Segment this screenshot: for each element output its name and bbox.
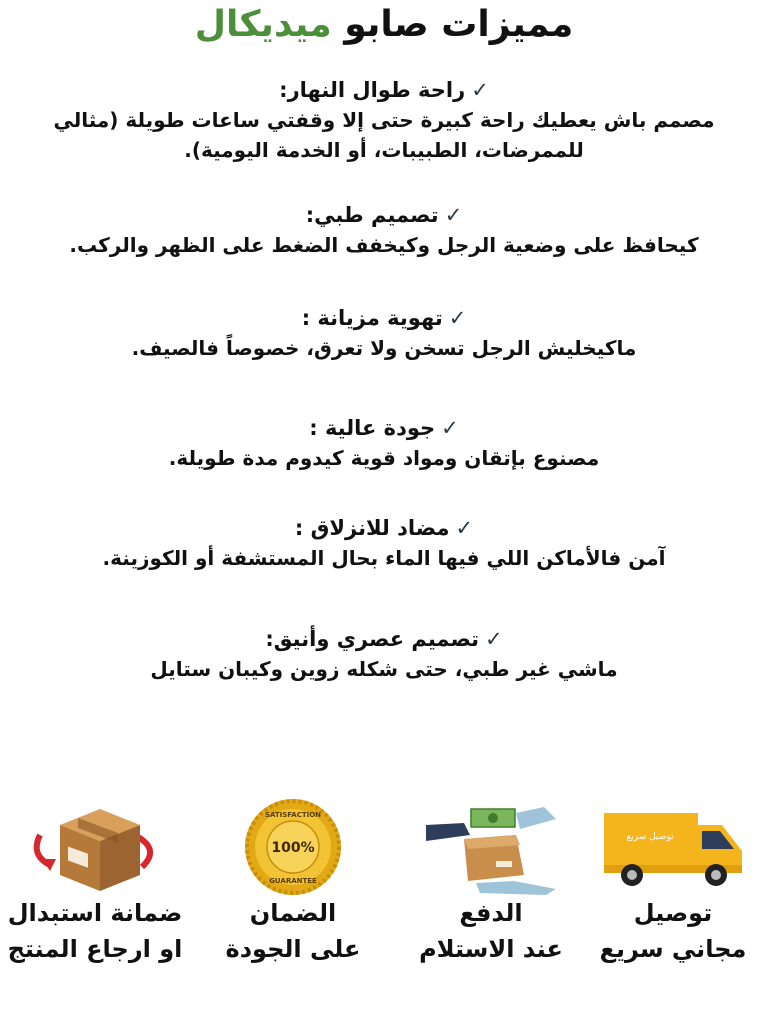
feature-description: ماكيخليش الرجل تسخن ولا تعرق، خصوصاً فالصيف. <box>131 336 637 360</box>
badge-line-1: توصيل <box>633 899 713 927</box>
feature-heading: جودة عالية : <box>309 416 436 440</box>
title-part-2: ميديكال <box>194 4 332 45</box>
badge-return-guarantee <box>0 795 190 995</box>
badge-line-1: الضمان <box>249 899 337 927</box>
cash-on-delivery-icon <box>416 795 566 895</box>
feature-heading-row <box>0 413 768 443</box>
van-label: توصيل سريع <box>626 832 674 842</box>
feature-heading-row <box>0 513 768 543</box>
satisfaction-seal-icon <box>218 795 368 895</box>
feature-medical-design <box>0 200 768 260</box>
badge-line-2: او ارجاع المنتج <box>7 935 183 963</box>
badge-line-2: مجاني سريع <box>599 935 747 963</box>
page-title <box>0 0 768 50</box>
return-box-icon <box>20 795 170 895</box>
feature-description: ماشي غير طبي، حتى شكله زوين وكيبان ستايل <box>150 657 618 681</box>
feature-heading-row <box>0 303 768 333</box>
badge-cash-on-delivery <box>396 795 586 995</box>
feature-heading: تصميم طبي: <box>305 203 439 227</box>
feature-description: كيحافظ على وضعية الرجل وكيخفف الضغط على الظهر والركب. <box>69 233 699 257</box>
feature-heading-row <box>0 200 768 230</box>
checkmark-icon: ✓ <box>441 416 459 440</box>
feature-modern-design <box>0 624 768 684</box>
feature-heading: مضاد للانزلاق : <box>294 516 450 540</box>
seal-bottom-text: GUARANTEE <box>269 877 317 885</box>
seal-percent: 100% <box>271 840 315 856</box>
badge-line-2: عند الاستلام <box>419 935 563 963</box>
delivery-van-icon <box>598 795 748 895</box>
feature-description: مصمم باش يعطيك راحة كبيرة حتى إلا وقفتي ساعات طويلة (مثالي للممرضات، الطبيبات، أو الخدمة اليومية). <box>53 108 715 162</box>
checkmark-icon: ✓ <box>485 627 503 651</box>
badge-line-1: الدفع <box>459 899 523 927</box>
feature-quality <box>0 413 768 473</box>
feature-ventilation <box>0 303 768 363</box>
badge-line-1: ضمانة استبدال <box>7 899 183 927</box>
feature-anti-slip <box>0 513 768 573</box>
feature-description: آمن فالأماكن اللي فيها الماء بحال المستشفة أو الكوزينة. <box>102 546 666 570</box>
feature-heading: تهوية مزيانة : <box>301 306 443 330</box>
feature-heading: راحة طوال النهار: <box>279 78 466 102</box>
feature-comfort <box>0 75 768 165</box>
feature-heading-row <box>0 624 768 654</box>
seal-top-text: SATISFACTION <box>264 811 322 819</box>
checkmark-icon: ✓ <box>471 78 489 102</box>
checkmark-icon: ✓ <box>448 306 467 330</box>
badge-free-delivery <box>578 795 768 995</box>
checkmark-icon: ✓ <box>444 203 463 227</box>
badge-quality-guarantee <box>198 795 388 995</box>
feature-heading: تصميم عصري وأنيق: <box>265 627 480 651</box>
feature-description: مصنوع بإتقان ومواد قوية كيدوم مدة طويلة. <box>168 446 600 470</box>
feature-heading-row <box>0 75 768 105</box>
checkmark-icon: ✓ <box>455 516 474 540</box>
title-part-1: مميزات صابو <box>344 4 574 45</box>
badge-line-2: على الجودة <box>225 935 361 963</box>
